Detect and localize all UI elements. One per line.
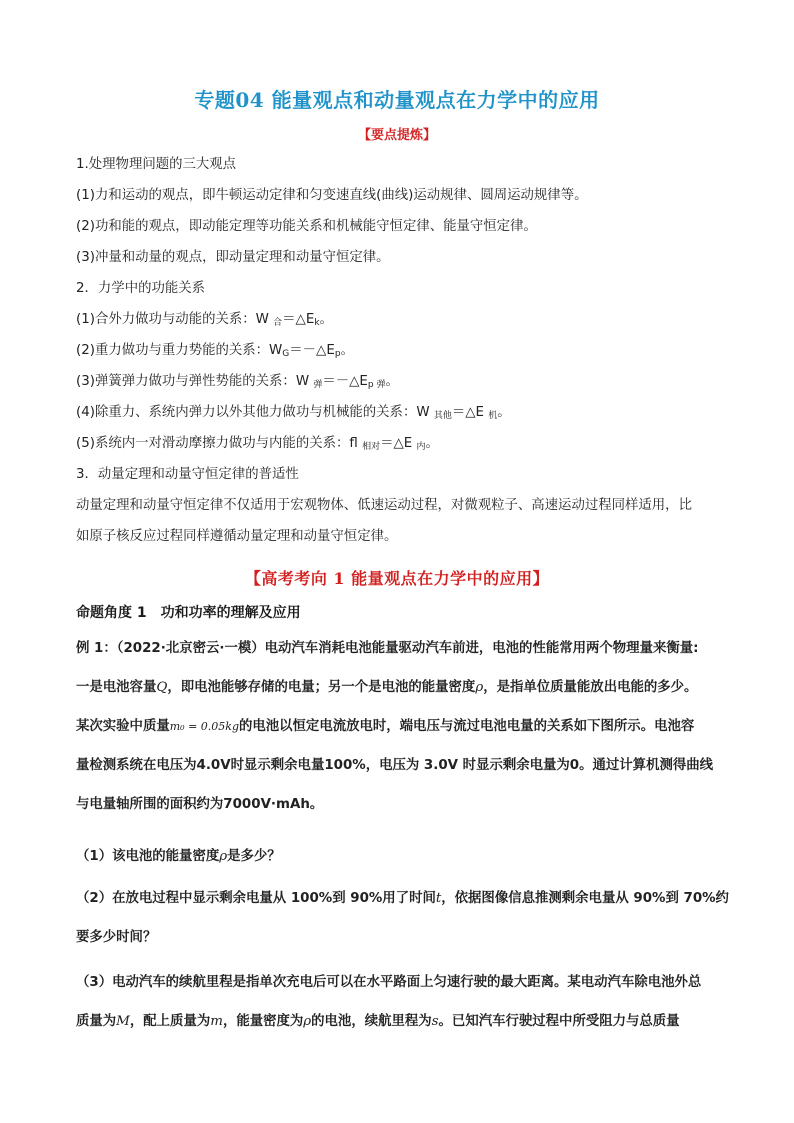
- point-1: (1)力和运动的观点，即牛顿运动定律和匀变速直线(曲线)运动规律、圆周运动规律等。: [76, 188, 588, 203]
- point-3: (3)冲量和动量的观点，即动量定理和动量守恒定律。: [76, 250, 390, 265]
- angle-number: 命题角度 1: [76, 605, 147, 621]
- point-heading-1: 1.处理物理问题的三大观点: [76, 157, 237, 172]
- angle-title: 功和功率的理解及应用: [160, 605, 301, 621]
- question-3-line-1: （3）电动汽车的续航里程是指单次充电后可以在水平路面上匀速行驶的最大距离。某电动汽车除电池外总: [76, 975, 702, 990]
- question-1: （1）该电池的能量密度ρ是多少？: [76, 849, 281, 864]
- key-points-tag: 【要点提炼】: [357, 128, 436, 143]
- point-2: (2)功和能的观点，即动能定理等功能关系和机械能守恒定律、能量守恒定律。: [76, 219, 537, 234]
- example-line-4: 量检测系统在电压为4.0V时显示剩余电量100%，电压为 3.0V 时显示剩余电量为0。通过计算机测得曲线: [76, 758, 714, 773]
- relation-3: (3)弹簧弹力做功与弹性势能的关系：W $_弹=-\triangle E_{p 弹}$。: [76, 374, 399, 390]
- point-4-line-1: 动量定理和动量守恒定律不仅适用于宏观物体、低速运动过程，对微观粒子、高速运动过程同样适用，比: [76, 498, 692, 513]
- relation-1: (1)合外力做功与动能的关系：W $_合=\triangle E_k$。: [76, 312, 333, 328]
- point-heading-2: 2．力学中的功能关系: [76, 281, 206, 296]
- point-4-line-2: 如原子核反应过程同样遵循动量定理和动量守恒定律。: [76, 529, 398, 544]
- example-line-3: 某次实验中质量m₀ = 0.05kg的电池以恒定电流放电时，端电压与流过电池电量的关系如下图所示。电池容: [76, 719, 695, 734]
- question-2-line-2: 要多少时间？: [76, 930, 157, 945]
- example-line-1: 例 1：（2022·北京密云·一模）电动汽车消耗电池能量驱动汽车前进，电池的性能常用两个物理量来衡量:: [76, 641, 699, 656]
- angle-heading: [76, 602, 301, 622]
- relation-2: (2)重力做功与重力势能的关系：$W_G=-\triangle E_p$。: [76, 343, 354, 359]
- question-2-line-1: （2）在放电过程中显示剩余电量从 100%到 90%用了时间t，依据图像信息推测剩余电量从 90%到 70%约: [76, 891, 729, 906]
- example-line-2: 一是电池容量Q，即电池能够存储的电量；另一个是电池的能量密度ρ，是指单位质量能放出电能的多少。: [76, 680, 698, 695]
- section-heading-1: 【高考考向 1 能量观点在力学中的应用】: [244, 569, 550, 588]
- page-title: 专题04 能量观点和动量观点在力学中的应用: [194, 88, 600, 112]
- question-3-line-2: 质量为M，配上质量为m，能量密度为ρ的电池，续航里程为s。已知汽车行驶过程中所受阻力与总质量: [76, 1014, 680, 1029]
- relation-4: (4)除重力、系统内弹力以外其他力做功与机械能的关系：W $_{其他}$＝△E $_机$。: [76, 405, 511, 421]
- relation-5: (5)系统内一对滑动摩擦力做功与内能的关系：fl $_{相对}$＝△E $_内$。: [76, 436, 439, 452]
- point-heading-3: 3．动量定理和动量守恒定律的普适性: [76, 467, 299, 482]
- example-line-5: 与电量轴所围的面积约为7000V·mAh。: [76, 797, 324, 812]
